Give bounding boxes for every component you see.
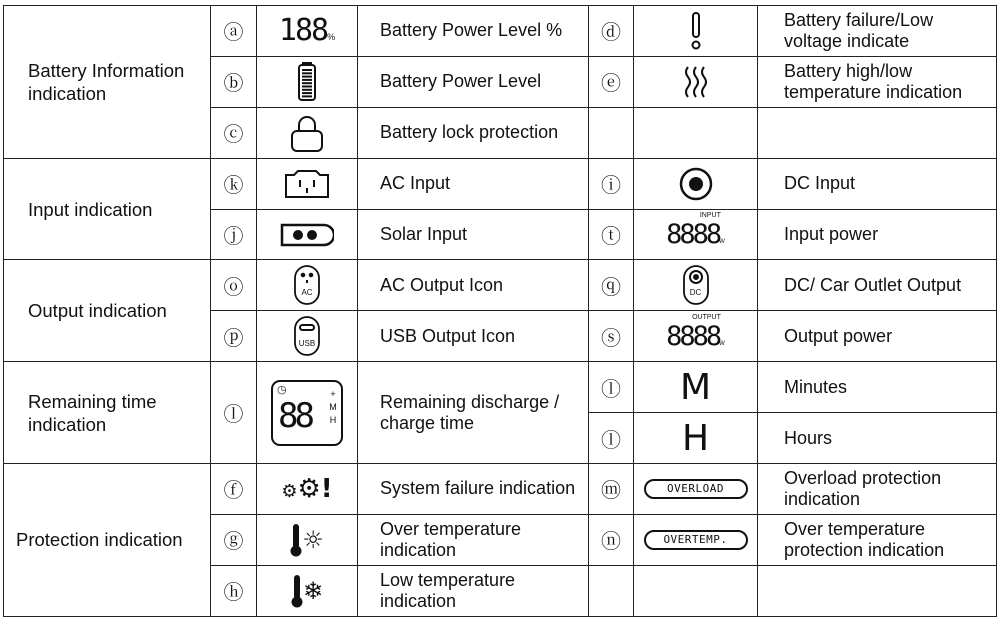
item-description: AC Output Icon <box>358 260 589 311</box>
status-pill: OVERTEMP. <box>644 530 748 550</box>
seg-digits: 188 <box>278 13 328 49</box>
overtemp-icon <box>634 514 758 565</box>
item-letter: ⓢ <box>589 311 634 362</box>
table-row <box>4 464 997 515</box>
watt-unit: W <box>719 340 725 347</box>
dc-input-icon <box>634 158 758 209</box>
input-power-icon <box>634 209 758 260</box>
category-label: Input indication <box>4 158 211 260</box>
empty-cell <box>634 565 758 616</box>
item-description: Battery failure/Low voltage indicate <box>758 6 997 57</box>
table-row <box>4 260 997 311</box>
power-label: OUTPUT <box>692 313 721 321</box>
ac-input-icon <box>257 158 358 209</box>
item-letter: ⓞ <box>211 260 257 311</box>
item-description: Output power <box>758 311 997 362</box>
usb-output-icon <box>257 311 358 362</box>
empty-cell <box>589 107 634 158</box>
item-letter: ⓙ <box>211 209 257 260</box>
system-failure-icon: ⚙⚙! <box>257 464 358 515</box>
empty-cell <box>758 565 997 616</box>
power-label: INPUT <box>699 212 721 219</box>
outlet-label: DC <box>689 288 702 298</box>
battery-icon <box>257 56 358 107</box>
outlet-label: USB <box>298 339 316 349</box>
item-letter: ⓗ <box>211 565 257 616</box>
timer-digits: 88 <box>278 395 311 436</box>
table-row <box>4 158 997 209</box>
dc-output-icon <box>634 260 758 311</box>
watt-unit: W <box>719 239 725 245</box>
item-letter: ⓛ <box>211 362 257 464</box>
item-letter: ⓔ <box>589 56 634 107</box>
category-label: Battery Information indication <box>4 6 211 159</box>
exclamation-icon <box>634 6 758 57</box>
output-power-icon <box>634 311 758 362</box>
item-description: DC Input <box>758 158 997 209</box>
item-description: Solar Input <box>358 209 589 260</box>
item-description: Over temperature indication <box>358 514 589 565</box>
item-letter: ⓠ <box>589 260 634 311</box>
seg-digits: 8888 <box>666 320 720 352</box>
item-description: USB Output Icon <box>358 311 589 362</box>
empty-cell <box>634 107 758 158</box>
minutes-icon <box>634 362 758 413</box>
empty-cell <box>589 565 634 616</box>
item-description: Over temperature protection indication <box>758 514 997 565</box>
category-label: Remaining time indication <box>4 362 211 464</box>
status-pill: OVERLOAD <box>644 479 748 499</box>
item-description: AC Input <box>358 158 589 209</box>
item-letter: ⓛ <box>589 413 634 464</box>
item-letter: ⓕ <box>211 464 257 515</box>
percent-sign: % <box>327 32 336 43</box>
overload-icon <box>634 464 758 515</box>
item-letter: ⓟ <box>211 311 257 362</box>
item-description: Low temperature indication <box>358 565 589 616</box>
item-description: Hours <box>758 413 997 464</box>
item-letter: ⓚ <box>211 158 257 209</box>
table-row <box>4 362 997 413</box>
item-letter: ⓐ <box>211 6 257 57</box>
item-letter: ⓑ <box>211 56 257 107</box>
unit-letter: M <box>679 366 712 408</box>
item-letter: ⓖ <box>211 514 257 565</box>
ac-output-icon <box>257 260 358 311</box>
unit-letter: H <box>681 417 710 459</box>
over-temperature-icon: ☼ <box>257 514 358 565</box>
solar-input-icon <box>257 209 358 260</box>
item-description: System failure indication <box>358 464 589 515</box>
item-description: Battery lock protection <box>358 107 589 158</box>
item-letter: ⓣ <box>589 209 634 260</box>
item-description: Input power <box>758 209 997 260</box>
category-label: Protection indication <box>4 464 211 617</box>
item-letter: ⓓ <box>589 6 634 57</box>
item-description: DC/ Car Outlet Output <box>758 260 997 311</box>
category-label: Output indication <box>4 260 211 362</box>
item-description: Battery Power Level % <box>358 6 589 57</box>
timer-icon: ◷ 88 +MH <box>257 362 358 464</box>
item-description: Minutes <box>758 362 997 413</box>
lock-icon <box>257 107 358 158</box>
item-description: Battery high/low temperature indication <box>758 56 997 107</box>
item-letter: ⓜ <box>589 464 634 515</box>
item-letter: ⓘ <box>589 158 634 209</box>
outlet-label: AC <box>301 288 313 298</box>
seg-digits: 8888 <box>666 219 720 250</box>
item-letter: ⓝ <box>589 514 634 565</box>
timer-units: +MH <box>329 388 337 425</box>
indicator-table <box>3 5 997 617</box>
hours-icon <box>634 413 758 464</box>
empty-cell <box>758 107 997 158</box>
item-description: Overload protection indication <box>758 464 997 515</box>
heat-icon <box>634 56 758 107</box>
seg-percent-icon <box>257 6 358 57</box>
low-temperature-icon: ❄ <box>257 565 358 616</box>
item-letter: ⓛ <box>589 362 634 413</box>
item-description: Remaining discharge / charge time <box>358 362 589 464</box>
table-row <box>4 6 997 57</box>
item-letter: ⓒ <box>211 107 257 158</box>
item-description: Battery Power Level <box>358 56 589 107</box>
